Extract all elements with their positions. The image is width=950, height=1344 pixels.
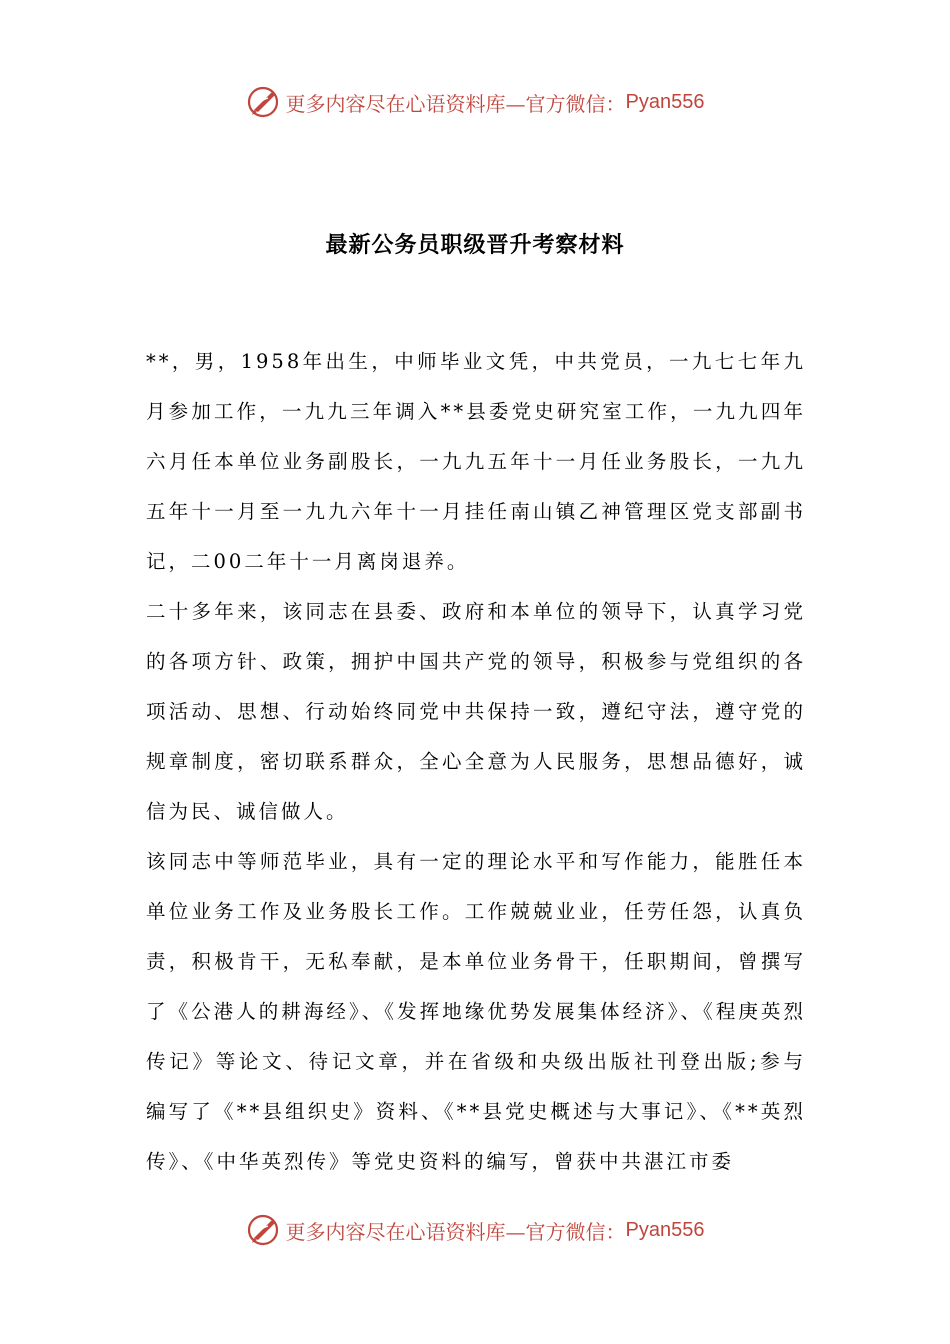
- footer-banner-text: 更多内容尽在心语资料库—: [285, 1219, 526, 1244]
- paragraph: **，男，1958年出生，中师毕业文凭，中共党员，一九七七年九月参加工作，一九九三年调入**县委党史研究室工作，一九九四年六月任本单位业务副股长，一九九五年十一月任业务股长，一九九五年十一月至一九九六年十一月挂任南山镇乙神管理区党支部副书记，二00二年十一月离岗退养。: [146, 350, 806, 573]
- document-body: [146, 337, 806, 1187]
- header-banner: [0, 82, 950, 122]
- pen-logo-icon: [246, 84, 282, 120]
- paragraph: 该同志中等师范毕业，具有一定的理论水平和写作能力，能胜任本单位业务工作及业务股长工作。工作兢兢业业，任劳任怨，认真负责，积极肯干，无私奉献，是本单位业务骨干，任职期间，曾撰写了《公港人的耕海经》、《发挥地缘优势发展集体经济》、《程庚英烈传记》等论文、待记文章，并在省级和央级出版社刊登出版;参与编写了《**县组织史》资料、《**县党史概述与大事记》、《**英烈传》、《中华英烈传》等党史资料的编写，曾获中共湛江市委: [146, 850, 806, 1173]
- pen-logo-icon: [246, 1212, 282, 1248]
- document-title: 最新公务员职级晋升考察材料: [325, 232, 625, 258]
- header-banner-text: 更多内容尽在心语资料库—: [285, 91, 526, 116]
- header-wechat-label: 官方微信：: [525, 91, 626, 116]
- footer-wechat-id: Pyan556: [625, 1218, 705, 1241]
- footer-wechat-label: 官方微信：: [525, 1219, 626, 1244]
- footer-banner: [0, 1210, 950, 1250]
- paragraph: 二十多年来，该同志在县委、政府和本单位的领导下，认真学习党的各项方针、政策，拥护中国共产党的领导，积极参与党组织的各项活动、思想、行动始终同党中共保持一致，遵纪守法，遵守党的规章制度，密切联系群众，全心全意为人民服务，思想品德好，诚信为民、诚信做人。: [146, 600, 806, 823]
- header-wechat-id: Pyan556: [625, 90, 705, 113]
